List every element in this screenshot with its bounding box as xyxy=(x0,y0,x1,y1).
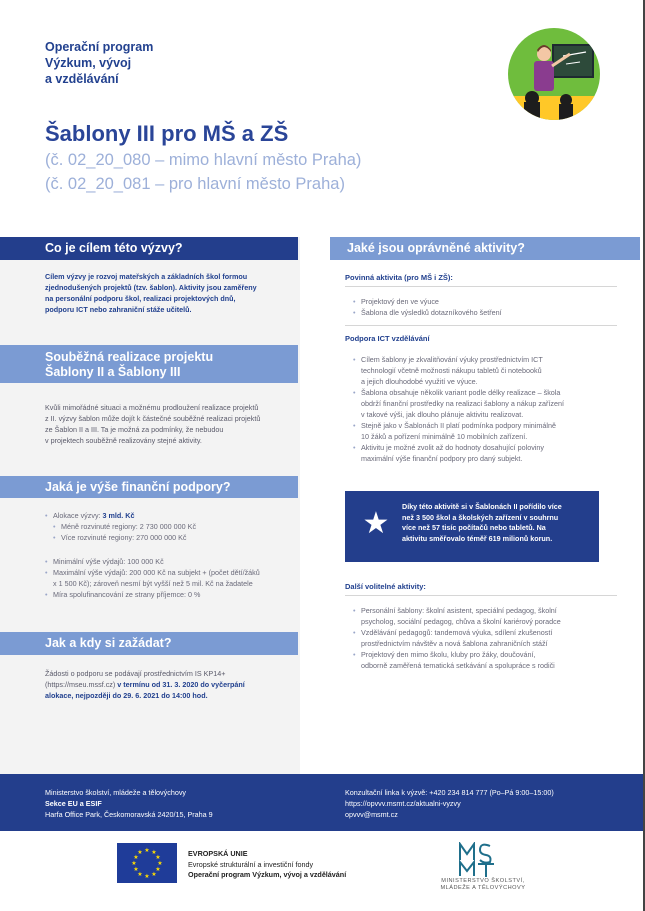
parallel-heading-line: Souběžná realizace projektu xyxy=(45,350,214,364)
msmt-logo xyxy=(458,842,498,878)
optional-line: • Personální šablony: školní asistent, speciální pedagog, školní xyxy=(361,606,557,615)
funding-limits-list xyxy=(45,556,295,600)
optional-activities-label: Další volitelné aktivity: xyxy=(345,582,426,591)
callout-text xyxy=(402,502,562,544)
eu-line: EVROPSKÁ UNIE xyxy=(188,849,248,858)
eligible-heading-text: Jaké jsou oprávněné aktivity? xyxy=(347,241,525,255)
ict-line: 10 žáků a pořízení minimálně 10 mobilních zařízení. xyxy=(361,432,528,441)
divider xyxy=(345,325,617,326)
goal-line: podporu ICT nebo zahraniční stáže učitelů. xyxy=(45,305,192,314)
parallel-line: v projektech souběžně realizovány stejné aktivity. xyxy=(45,436,202,445)
funding-heading xyxy=(0,476,298,498)
footer-ministry: Ministerstvo školství, mládeže a tělovýchovy xyxy=(45,788,187,797)
parallel-heading xyxy=(0,345,298,383)
msmt-line: MINISTERSTVO ŠKOLSTVÍ, xyxy=(441,878,525,884)
goal-line: Cílem výzvy je rozvoj mateřských a základních škol formou xyxy=(45,272,248,281)
footer-contact xyxy=(345,787,554,820)
ict-results-callout xyxy=(345,491,599,562)
ict-line: v takové výši, jak dlouho plánuje aktivitu realizovat. xyxy=(361,410,524,419)
mandatory-line: • Projektový den ve výuce xyxy=(361,297,439,306)
svg-text:★: ★ xyxy=(137,849,143,856)
svg-text:★: ★ xyxy=(144,873,150,880)
footer-email-link[interactable]: opvvv@msmt.cz xyxy=(345,810,398,819)
region-item xyxy=(53,532,293,543)
region-item xyxy=(53,521,293,532)
ict-line: • Šablona obsahuje několik variant podle délky realizace – škola xyxy=(361,388,561,397)
howto-line: Žádosti o podporu se podávají prostřednictvím IS KP14+ xyxy=(45,669,226,678)
callout-line: aktivitu směřovalo téměř 619 milionů korun. xyxy=(402,533,553,543)
brand-line: a vzdělávání xyxy=(45,72,119,86)
region-more-developed: • Více rozvinuté regiony: 270 000 000 Kč xyxy=(61,533,187,542)
parallel-line: z II. výzvy šablon může dojít k částečné souběžné realizaci projektů xyxy=(45,414,261,423)
ict-line: maximální výše finanční podpory pro daný subjekt. xyxy=(361,454,523,463)
parallel-heading-line: Šablony II a Šablony III xyxy=(45,365,181,379)
mandatory-item xyxy=(353,307,613,318)
call-number-prague: (č. 02_20_081 – pro hlavní město Praha) xyxy=(45,175,345,193)
optional-item xyxy=(353,627,618,649)
ict-line: • Cílem šablony je zkvalitňování výuky prostřednictvím ICT xyxy=(361,355,543,364)
svg-text:★: ★ xyxy=(151,871,157,878)
funding-allocation-list xyxy=(45,510,295,521)
ict-line: technologií včetně možnosti nákupu tabletů či notebooků xyxy=(361,366,542,375)
mandatory-activity-list xyxy=(353,296,613,318)
optional-line: prostřednictvím návštěv a nová šablona zahraničních stáží xyxy=(361,639,548,648)
svg-text:★: ★ xyxy=(133,866,139,873)
callout-line: než 3 500 škol a školských zařízení v souhrnu xyxy=(402,512,559,522)
contact-footer xyxy=(0,774,643,831)
ict-item xyxy=(353,442,613,464)
footer-street: Harfa Office Park, Českomoravská 2420/15, Praha 9 xyxy=(45,810,213,819)
brand-line: Výzkum, vývoj xyxy=(45,56,132,70)
funding-line: • Míra spolufinancování ze strany příjemce: 0 % xyxy=(53,590,201,599)
ict-support-label: Podpora ICT vzdělávání xyxy=(345,334,430,343)
optional-item xyxy=(353,649,618,671)
svg-text:★: ★ xyxy=(133,854,139,861)
page-title: Šablony III pro MŠ a ZŠ xyxy=(45,121,289,146)
optional-activities-list xyxy=(353,605,618,671)
optional-line: odborně zaměřená tematická setkávání a spolupráce s rodiči xyxy=(361,661,555,670)
star-icon: ★ xyxy=(362,507,390,540)
ict-support-list xyxy=(353,354,613,464)
optional-line: psycholog, sociální pedagog, chůva a školní kariérový poradce xyxy=(361,617,561,626)
allocation-label: Alokace výzvy: xyxy=(53,511,103,520)
msmt-logo-text xyxy=(436,878,530,892)
howto-line xyxy=(45,679,245,690)
goal-heading xyxy=(0,237,298,260)
svg-text:★: ★ xyxy=(155,866,161,873)
ict-item xyxy=(353,354,613,387)
ict-item xyxy=(353,387,613,420)
footer-hotline: Konzultační linka k výzvě: +420 234 814 777 (Po–Pá 9:00–15:00) xyxy=(345,788,554,797)
footer-website-link[interactable]: https://opvvv.msmt.cz/aktualni-vyzvy xyxy=(345,799,461,808)
callout-line: Díky této aktivitě si v Šablonách II pořídilo více xyxy=(402,502,562,511)
eu-line: Evropské strukturální a investiční fondy xyxy=(188,859,314,869)
goal-line: zjednodušených projektů (tzv. šablon). Aktivity jsou zaměřeny xyxy=(45,283,257,292)
eu-line: Operační program Výzkum, vývoj a vzdělávání xyxy=(188,870,347,879)
allocation-item xyxy=(45,510,295,521)
msmt-line: MLÁDEŽE A TĚLOVÝCHOVY xyxy=(440,885,526,891)
footer-address xyxy=(45,787,213,820)
funding-line: • Minimální výše výdajů: 100 000 Kč xyxy=(53,557,164,566)
svg-text:★: ★ xyxy=(157,860,163,867)
parallel-text xyxy=(45,402,260,446)
howto-heading-text: Jak a kdy si zažádat? xyxy=(45,636,172,650)
brand-line: Operační program xyxy=(45,40,154,54)
eu-flag-logo xyxy=(117,843,177,883)
howto-deadline: v termínu od 31. 3. 2020 do vyčerpání xyxy=(117,680,245,689)
goal-line: na personální podporu škol, realizaci projektových dnů, xyxy=(45,294,236,303)
funding-item xyxy=(45,556,295,567)
ict-line: • Stejně jako v Šablonách II platí podmínka podpory minimálně xyxy=(361,421,556,430)
howto-url: (https://mseu.mssf.cz) xyxy=(45,680,118,689)
optional-line: • Projektový den mimo školu, kluby pro žáky, doučování, xyxy=(361,650,536,659)
mandatory-activity-label: Povinná aktivita (pro MŠ i ZŠ): xyxy=(345,273,453,282)
mandatory-line: • Šablona dle výsledků dotazníkového šetření xyxy=(361,308,502,317)
howto-text xyxy=(45,668,245,701)
parallel-line: Kvůli mimořádné situaci a možnému prodloužení realizace projektů xyxy=(45,403,259,412)
footer-section: Sekce EU a ESIF xyxy=(45,799,102,808)
eu-logo-text xyxy=(188,849,346,881)
funding-line: x 1 500 Kč); zároveň nesmí být vyšší než 5 mil. Kč na žadatele xyxy=(53,579,253,588)
allocation-value: 3 mld. Kč xyxy=(102,511,135,520)
call-number-outside-prague: (č. 02_20_080 – mimo hlavní město Praha) xyxy=(45,151,362,169)
parallel-line: ze Šablon II a III. Ta je možná za podmínky, že nebudou xyxy=(45,425,224,434)
ict-line: obdrží finanční prostředky na realizaci šablony a nákup zařízení xyxy=(361,399,564,408)
mandatory-item xyxy=(353,296,613,307)
optional-item xyxy=(353,605,618,627)
funding-region-list xyxy=(53,521,293,543)
eligible-heading xyxy=(330,237,640,260)
svg-text:★: ★ xyxy=(144,847,150,854)
svg-text:★: ★ xyxy=(137,871,143,878)
goal-heading-text: Co je cílem této výzvy? xyxy=(45,241,183,255)
region-less-developed: • Méně rozvinuté regiony: 2 730 000 000 Kč xyxy=(61,522,197,531)
svg-text:★: ★ xyxy=(151,849,157,856)
ict-line: a jejich dlouhodobé využití ve výuce. xyxy=(361,377,478,386)
goal-text xyxy=(45,271,257,315)
svg-text:★: ★ xyxy=(131,860,137,867)
funding-item xyxy=(45,567,295,589)
divider xyxy=(345,595,617,596)
optional-line: • Vzdělávání pedagogů: tandemová výuka, sdílení zkušeností xyxy=(361,628,553,637)
howto-line: alokace, nejpozději do 29. 6. 2021 do 14:00 hod. xyxy=(45,691,208,700)
ict-line: • Aktivitu je možné zvolit až do hodnoty dosahující poloviny xyxy=(361,443,544,452)
funding-item xyxy=(45,589,295,600)
divider xyxy=(345,286,617,287)
funding-line: • Maximální výše výdajů: 200 000 Kč na subjekt + (počet dětí/žáků xyxy=(53,568,260,577)
howto-heading xyxy=(0,632,298,655)
funding-heading-text: Jaká je výše finanční podpory? xyxy=(45,480,231,494)
ict-item xyxy=(353,420,613,442)
teacher-illustration xyxy=(508,28,600,120)
program-brand xyxy=(45,39,205,87)
svg-text:★: ★ xyxy=(155,854,161,861)
callout-line: více než 57 tisíc počítačů nebo tabletů. Na xyxy=(402,523,546,532)
